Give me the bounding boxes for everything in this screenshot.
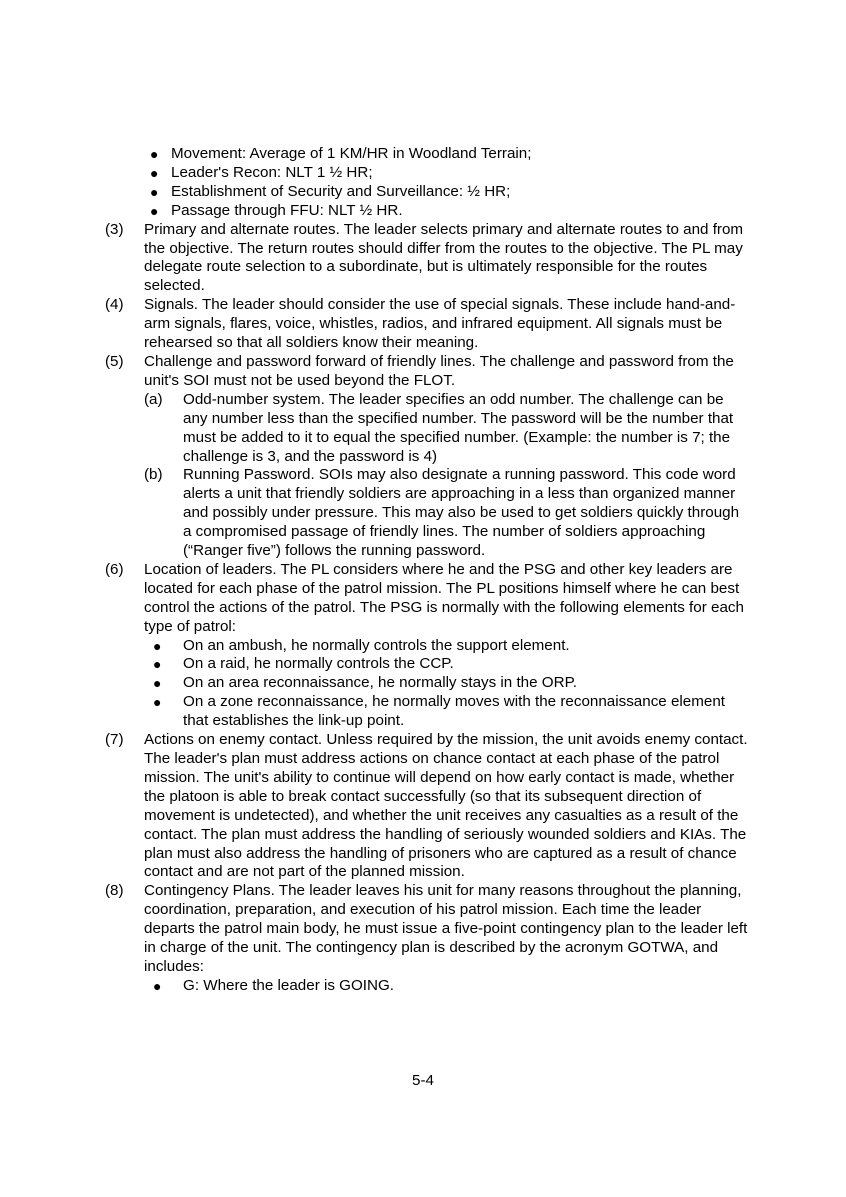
- list-item-text: On a raid, he normally controls the CCP.: [183, 655, 454, 673]
- paragraph-text: Location of leaders. The PL considers where he and the PSG and other key leaders are located for each phase of the patrol mission. The PL positions himself where he can best control the actions of the patrol. The PSG is normally with the following elements for each type of patrol:: [144, 560, 744, 635]
- list-item: [105, 977, 750, 996]
- page-number: 5-4: [412, 1072, 434, 1089]
- list-item: [105, 693, 750, 731]
- bullet-icon: ●: [153, 977, 162, 994]
- list-item-text: On a zone reconnaissance, he normally moves with the reconnaissance element that establishes the link-up point.: [183, 693, 725, 730]
- subparagraph-label: (a): [144, 390, 163, 408]
- lettered-subparagraph: [105, 466, 750, 561]
- bullet-icon: ●: [150, 164, 159, 181]
- paragraph-text: Actions on enemy contact. Unless required by the mission, the unit avoids enemy contact. The leader's plan must address actions on chance contact at each phase of the patrol mission. The unit's ability to continue will depend on how early contact is made, whether the platoon is able to break contact successfully (so that its subsequent direction of movement is undetected), and whether the unit receives any casualties as a result of the contact. The plan must address the handling of seriously wounded soldiers and KIAs. The plan must also address the handling of prisoners who are captured as a result of chance contact and are not part of the planned mission.: [144, 731, 748, 881]
- subparagraph-text: Odd-number system. The leader specifies an odd number. The challenge can be any number less than the specified number. The password will be the number that must be added to it to equal the specified number. (Example: the number is 7; the challenge is 3, and the password is 4): [183, 390, 734, 465]
- numbered-paragraph: [105, 221, 750, 297]
- list-item: [105, 183, 750, 202]
- list-item-text: Passage through FFU: NLT ½ HR.: [171, 201, 403, 219]
- bullet-icon: ●: [153, 675, 162, 692]
- list-item: [105, 202, 750, 221]
- subparagraph-text: Running Password. SOIs may also designate a running password. This code word alerts a unit that friendly soldiers are approaching in a less than organized manner and possibly under pressure. This may also be used to get soldiers quickly through a compromised passage of friendly lines. The number of soldiers approaching (“Ranger five”) follows the running password.: [183, 466, 740, 560]
- numbered-paragraph: [105, 353, 750, 391]
- numbered-paragraph: [105, 882, 750, 977]
- paragraph-text: Primary and alternate routes. The leader selects primary and alternate routes to and from the objective. The return routes should differ from the routes to the objective. The PL may delegate route selection to a subordinate, but is ultimately responsible for the routes selected.: [144, 220, 744, 295]
- list-item: [105, 655, 750, 674]
- list-item: [105, 145, 750, 164]
- list-item-text: Movement: Average of 1 KM/HR in Woodland Terrain;: [171, 145, 532, 162]
- subparagraph-label: (b): [144, 466, 163, 484]
- page-body: [105, 145, 750, 996]
- paragraph-label: (7): [105, 731, 124, 749]
- list-item-text: On an area reconnaissance, he normally stays in the ORP.: [183, 674, 577, 692]
- list-item: [105, 674, 750, 693]
- bullet-icon: ●: [153, 637, 162, 654]
- paragraph-label: (3): [105, 220, 124, 238]
- list-item: [105, 164, 750, 183]
- bullet-icon: ●: [150, 146, 159, 162]
- paragraph-label: (6): [105, 560, 124, 578]
- paragraph-text: Contingency Plans. The leader leaves his unit for many reasons throughout the planning, coordination, preparation, and execution of his patrol mission. Each time the leader departs the patrol main body, he must issue a five-point contingency plan to the leader left in charge of the unit. The contingency plan is described by the acronym GOTWA, and includes:: [144, 882, 748, 975]
- paragraph-label: (5): [105, 352, 124, 370]
- list-item-text: Establishment of Security and Surveillance: ½ HR;: [171, 182, 511, 200]
- bullet-icon: ●: [150, 202, 159, 219]
- paragraph-text: Signals. The leader should consider the use of special signals. These include hand-and-arm signals, flares, voice, whistles, radios, and infrared equipment. All signals must be rehearsed so that all soldiers know their meaning.: [144, 296, 736, 352]
- list-item-text: On an ambush, he normally controls the support element.: [183, 636, 570, 654]
- numbered-paragraph: [105, 731, 750, 882]
- paragraph-text: Challenge and password forward of friendly lines. The challenge and password from the unit's SOI must not be used beyond the FLOT.: [144, 352, 734, 389]
- list-item-text: G: Where the leader is GOING.: [183, 976, 395, 994]
- lettered-subparagraph: [105, 391, 750, 467]
- bullet-icon: ●: [153, 656, 162, 673]
- numbered-paragraph: [105, 296, 750, 353]
- paragraph-label: (4): [105, 296, 124, 314]
- page-footer: [0, 1072, 846, 1089]
- paragraph-label: (8): [105, 882, 124, 900]
- list-item-text: Leader's Recon: NLT 1 ½ HR;: [171, 163, 373, 181]
- numbered-paragraph: [105, 561, 750, 637]
- bullet-icon: ●: [150, 183, 159, 200]
- bullet-icon: ●: [153, 694, 162, 711]
- list-item: [105, 637, 750, 656]
